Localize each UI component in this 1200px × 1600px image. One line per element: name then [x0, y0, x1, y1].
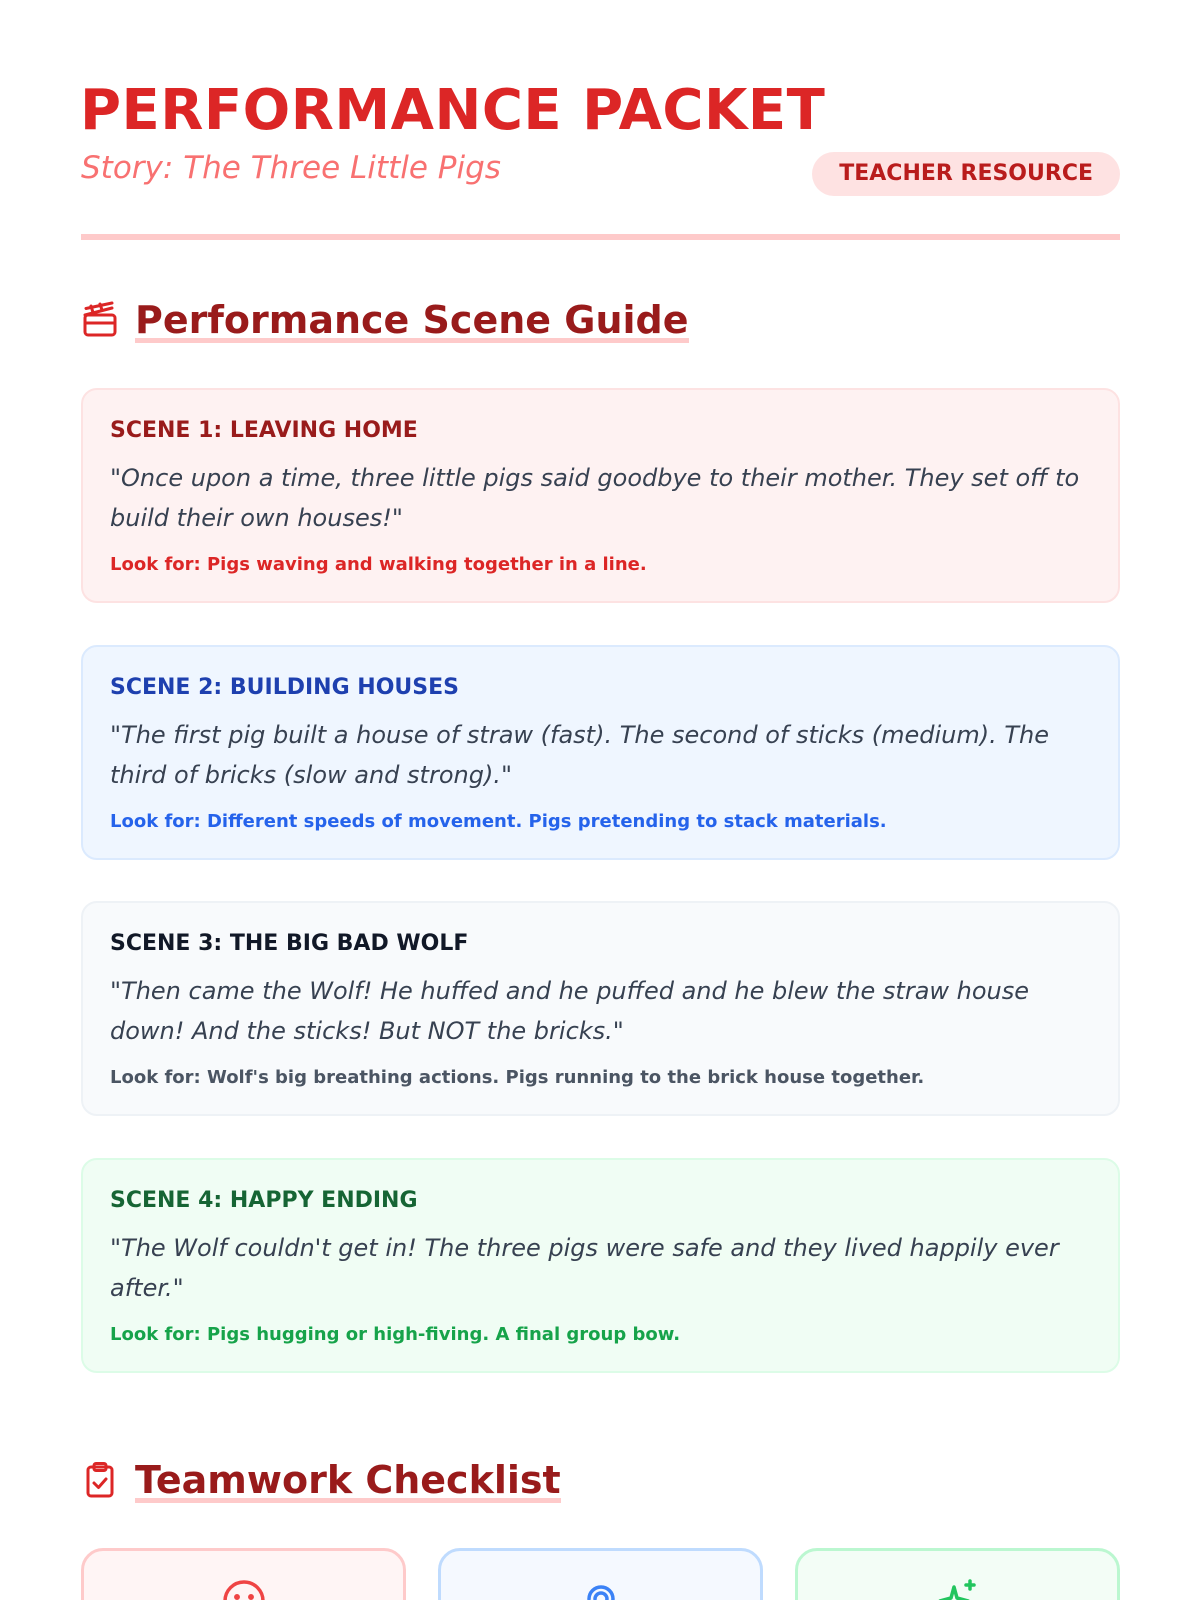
ear-icon [577, 1577, 625, 1600]
scene-look-for: Look for: Pigs hugging or high-fiving. A final group bow. [110, 1324, 681, 1345]
scene-title: SCENE 2: BUILDING HOUSES [110, 675, 459, 700]
scene-card-2 [81, 645, 1120, 860]
checklist-card-3 [795, 1548, 1120, 1600]
scene-quote: "Then came the Wolf! He huffed and he puffed and he blew the straw house down! And the sticks! But NOT the bricks." [110, 977, 1030, 1045]
scene-title: SCENE 4: HAPPY ENDING [110, 1188, 418, 1213]
scene-look-for: Look for: Wolf's big breathing actions. Pigs running to the brick house together. [110, 1067, 925, 1088]
scene-card-4 [81, 1158, 1120, 1373]
scene-title: SCENE 3: THE BIG BAD WOLF [110, 931, 469, 956]
teamwork-checklist-title: Teamwork Checklist [135, 1458, 561, 1502]
scene-look-for: Look for: Pigs waving and walking together in a line. [110, 554, 647, 575]
scene-guide-heading [81, 295, 689, 345]
teamwork-checklist-heading [81, 1455, 561, 1505]
header [81, 76, 1120, 240]
page-title: PERFORMANCE PACKET [80, 78, 826, 143]
scene-look-for: Look for: Different speeds of movement. Pigs pretending to stack materials. [110, 811, 887, 832]
scene-quote: "The first pig built a house of straw (fast). The second of sticks (medium). The third of bricks (slow and strong)." [110, 721, 1050, 789]
sparkles-icon [934, 1577, 982, 1600]
smiley-face-icon [220, 1577, 268, 1600]
scene-quote: "The Wolf couldn't get in! The three pigs were safe and they lived happily ever after." [110, 1234, 1059, 1302]
checklist-card-1 [81, 1548, 406, 1600]
scene-card-3 [81, 901, 1120, 1116]
scene-title: SCENE 1: LEAVING HOME [110, 418, 418, 443]
checklist-card-2 [438, 1548, 763, 1600]
scene-quote: "Once upon a time, three little pigs said goodbye to their mother. They set off to build their own houses!" [110, 464, 1080, 532]
story-subtitle: Story: The Three Little Pigs [81, 150, 501, 186]
scene-guide-title: Performance Scene Guide [135, 298, 689, 342]
performance-packet-page [81, 0, 1120, 1600]
clipboard-check-icon [81, 1461, 119, 1499]
scene-card-1 [81, 388, 1120, 603]
teacher-resource-badge: TEACHER RESOURCE [812, 152, 1120, 196]
clapperboard-icon [81, 301, 119, 339]
